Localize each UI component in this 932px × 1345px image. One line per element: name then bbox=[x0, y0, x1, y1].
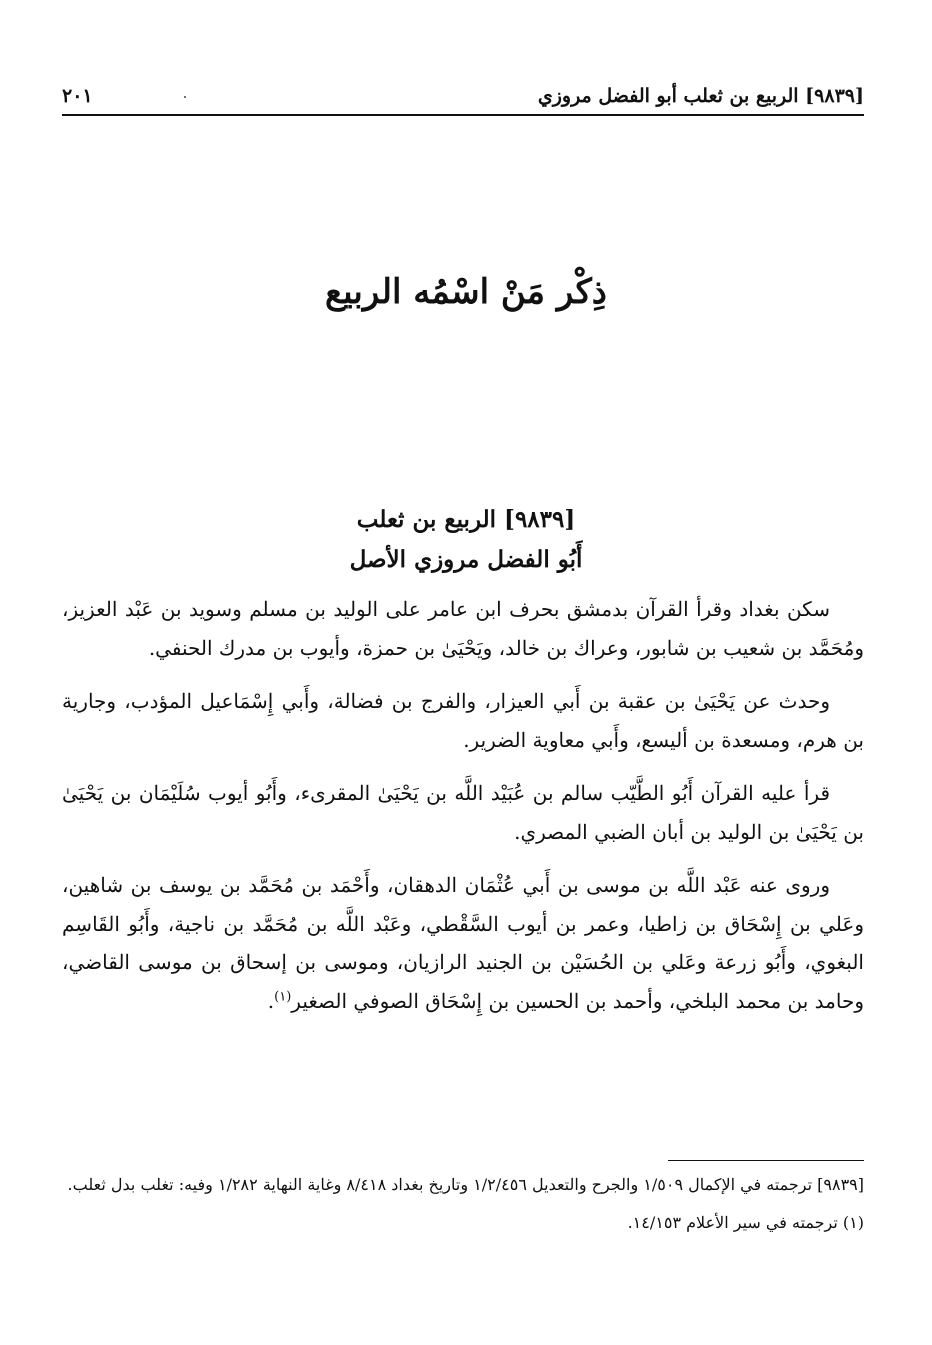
entry-heading bbox=[62, 500, 870, 580]
footnote-divider bbox=[668, 1160, 864, 1161]
footnote-entry: [٩٨٣٩] ترجمته في الإكمال ١/٥٠٩ والجرح والتعديل ١/٢/٤٥٦ وتاريخ بغداد ٨/٤١٨ وغاية النهاية ١/٢٨٢ وفيه: تغلب بدل ثعلب. bbox=[67, 1175, 864, 1194]
page-number: ٢٠١ bbox=[62, 85, 93, 107]
paragraph: وحدث عن يَحْيَىٰ بن عقبة بن أَبي العيزار، والفرج بن فضالة، وأَبي إِسْمَاعيل المؤدب، وجارية بن هرم، ومسعدة بن أليسع، وأَبي معاوية الضرير. bbox=[62, 689, 864, 752]
footnotes bbox=[62, 1170, 864, 1246]
running-title: [٩٨٣٩] الربيع بن ثعلب أبو الفضل مروزي bbox=[537, 85, 864, 107]
paragraph: سكن بغداد وقرأ القرآن بدمشق بحرف ابن عامر على الوليد بن مسلم وسويد بن عَبْد العزيز، ومُحَمَّد بن شعيب بن شابور، وعراك بن خالد، ويَحْيَىٰ بن حمزة، وأيوب بن مدرك الحنفي. bbox=[62, 597, 864, 660]
footnote-1: (١) ترجمته في سير الأعلام ١٤/١٥٣. bbox=[627, 1213, 864, 1232]
running-header bbox=[62, 82, 864, 116]
section-title: ذِكْر مَنْ اسْمُه الربيع bbox=[325, 272, 607, 312]
footnote-reference[interactable]: (١) bbox=[274, 988, 292, 1004]
body-text bbox=[62, 590, 864, 1035]
paragraph-end: . bbox=[267, 988, 275, 1013]
print-speck bbox=[184, 96, 186, 98]
paragraph-text: وروى عنه عَبْد اللَّه بن موسى بن أَبي عُثْمَان الدهقان، وأَحْمَد بن مُحَمَّد بن يوسف بن شاهين، وعَلي بن إِسْحَاق بن زاطيا، وعمر بن أيوب السَّقْطي، وعَبْد اللَّه بن مُحَمَّد بن ناجية، وأَبُو القَاسِم البغوي، وأَبُو زرعة وعَلي بن الحُسَيْن بن الجنيد الرازيان، وموسى بن إسحاق بن موسى القاضي، وحامد بن محمد البلخي، وأحمد بن الحسين بن إِسْحَاق الصوفي الصغير bbox=[62, 873, 864, 1013]
entry-heading-line1: [٩٨٣٩] الربيع بن ثعلب bbox=[356, 506, 576, 533]
entry-heading-line2: أَبُو الفضل مروزي الأصل bbox=[349, 546, 583, 573]
paragraph-last bbox=[62, 866, 864, 1020]
paragraph: قرأ عليه القرآن أَبُو الطَّيّب سالم بن عُبَيْد اللَّه بن يَحْيَىٰ المقرىء، وأَبُو أيوب سُلَيْمَان بن يَحْيَىٰ بن يَحْيَىٰ بن الوليد بن أبان الضبي المصري. bbox=[62, 781, 864, 844]
